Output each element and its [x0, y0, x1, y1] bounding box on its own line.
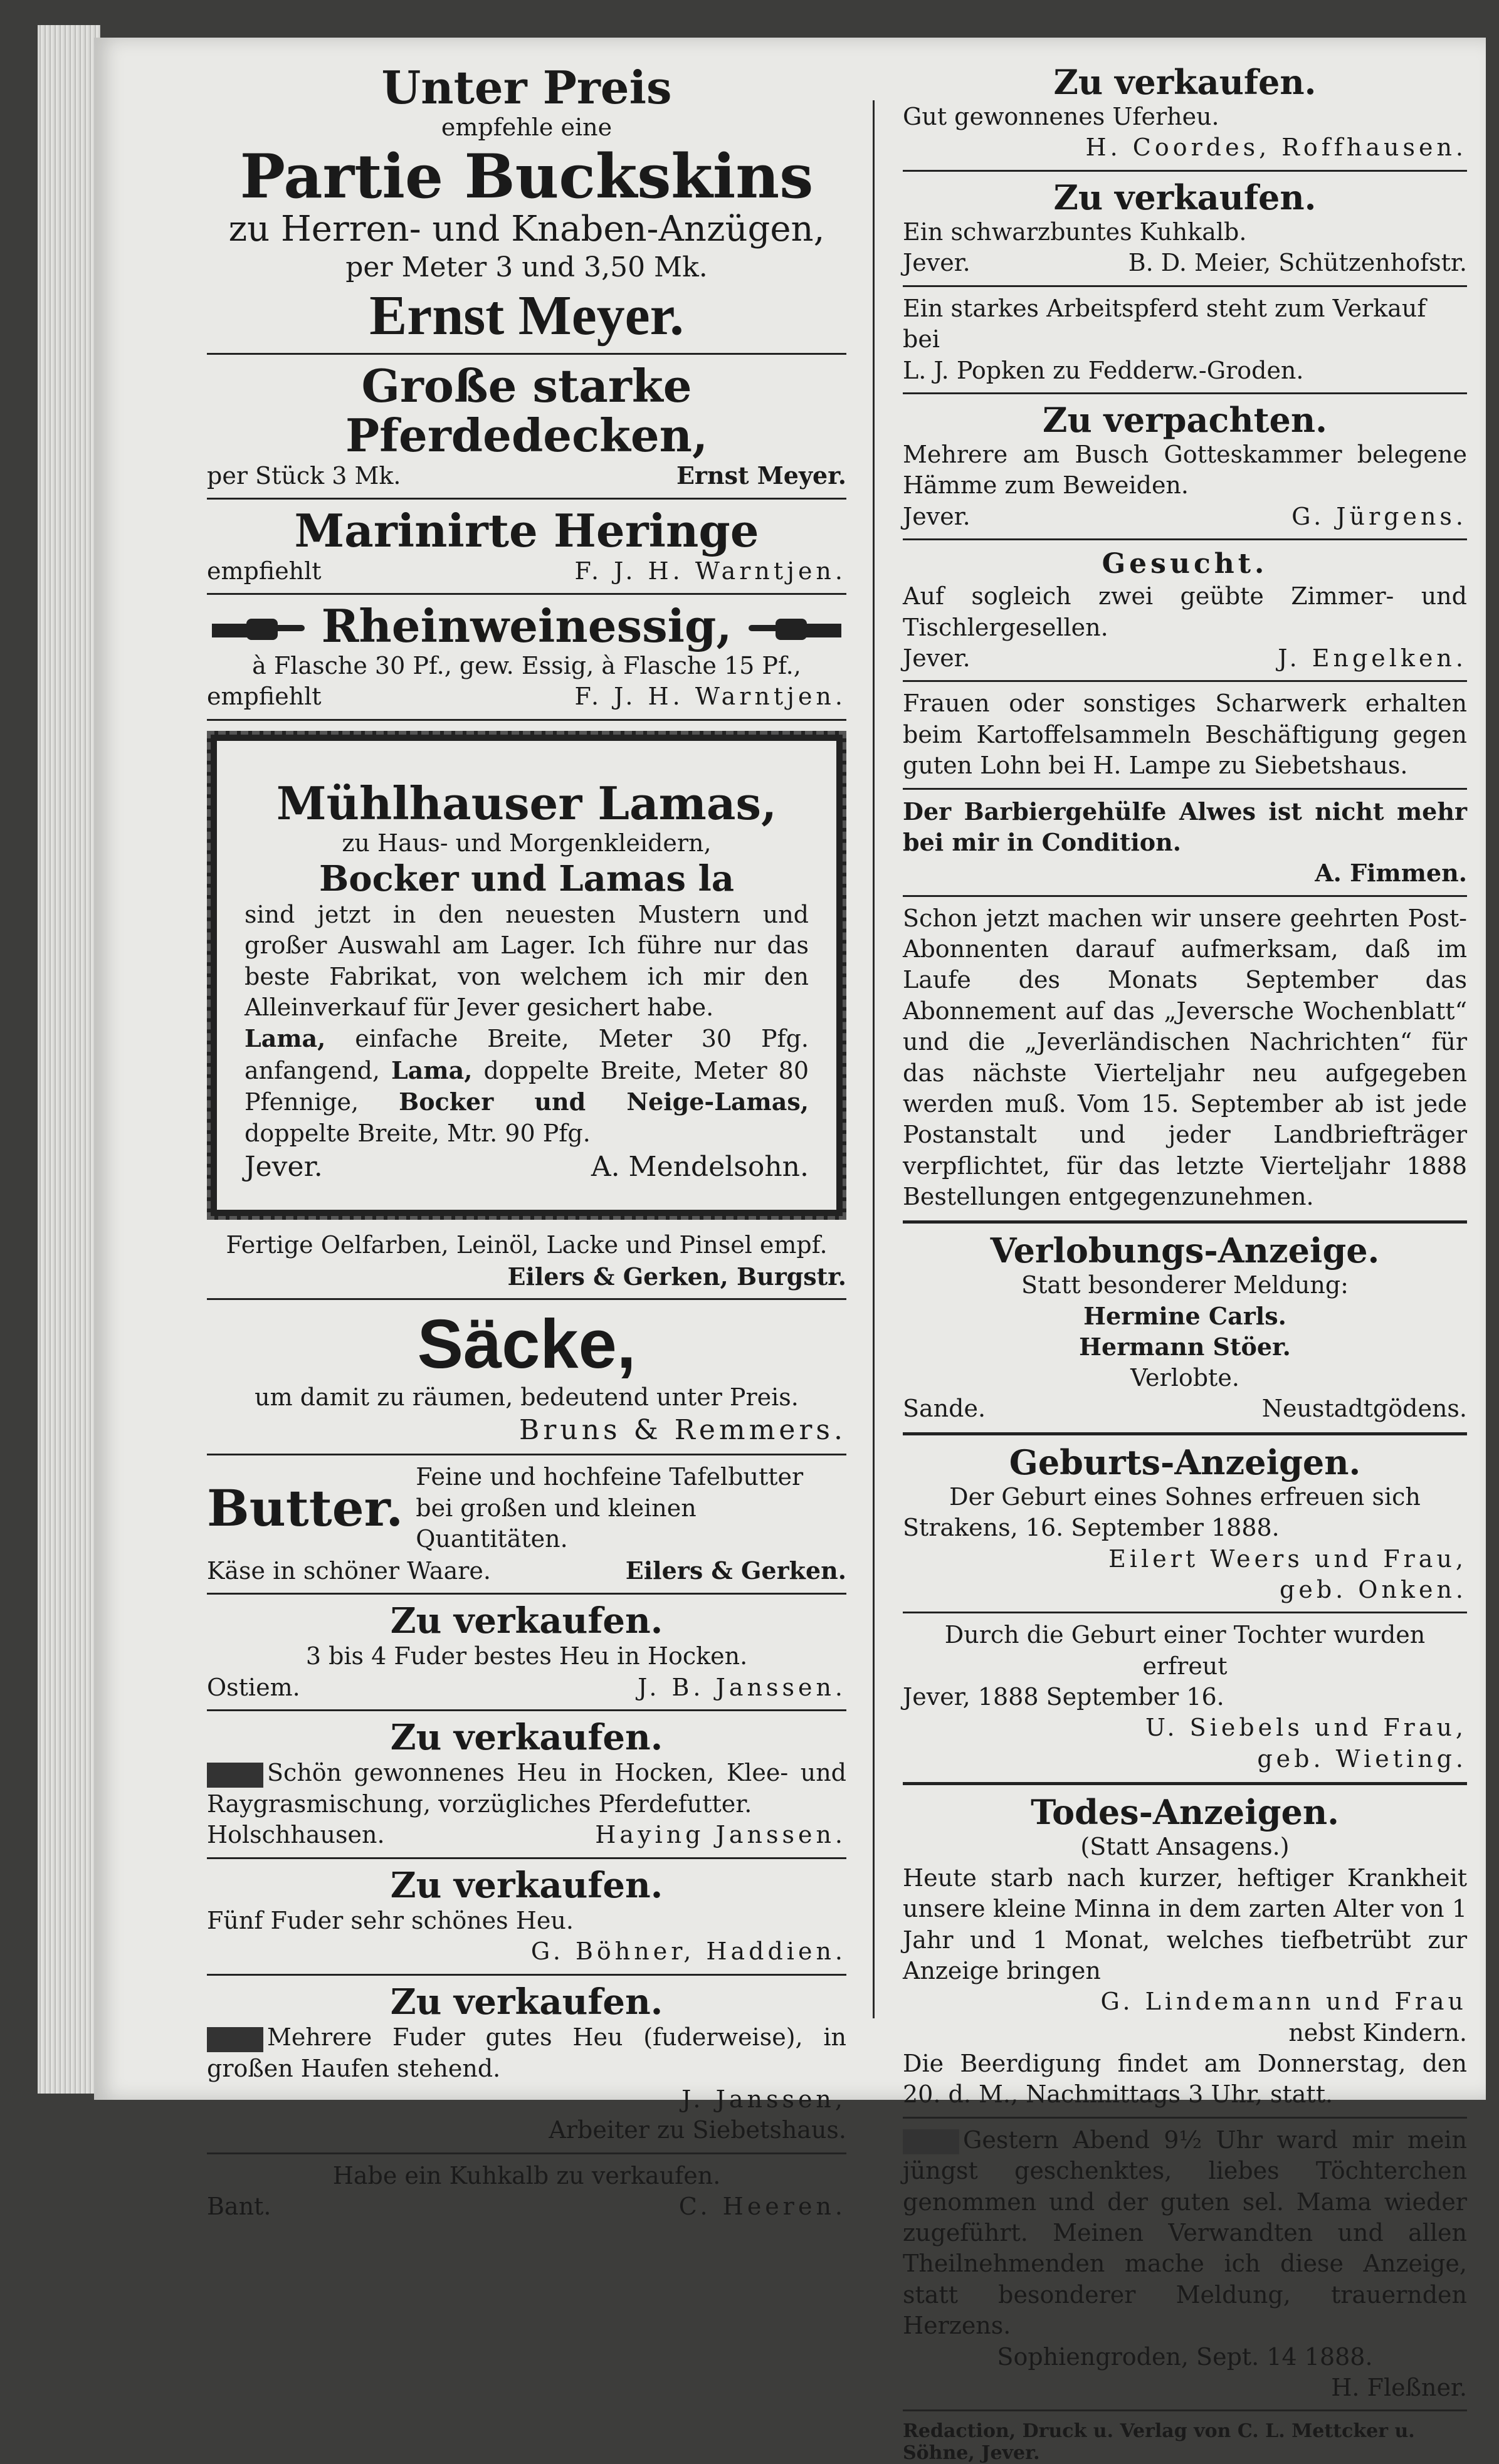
ad-r3 — [903, 293, 1467, 386]
ad-vendor: Haying Janssen. — [595, 1821, 846, 1849]
ad-vendor: H. Fleßner. — [1331, 2374, 1467, 2401]
ad-title: Zu verkaufen. — [1053, 177, 1317, 218]
ad-vendor: J. B. Janssen. — [638, 1673, 846, 1701]
ad-name: G. Lindemann und Frau — [1100, 1988, 1467, 2016]
right-column — [903, 63, 1467, 2464]
ad-line: Jever, 1888 September 16. — [903, 1683, 1224, 1711]
divider — [903, 788, 1467, 790]
divider — [207, 1454, 846, 1455]
divider — [903, 1612, 1467, 1613]
ad-line: Die Beerdigung findet am Donnerstag, den 20. d. M., Nachmittags 3 Uhr, statt. — [903, 2050, 1467, 2109]
ad-vendor: A. Fimmen. — [1315, 859, 1467, 888]
ad-line: Gestern Abend 9½ Uhr ward mir mein jüngst geschenktes, liebes Töchterchen genommen und der guten sel. Mama wieder zugeführt. Meinen Verwandten und allen Theilnehmenden mache ich diese Anzeige, statt besonderer Meldung, trauernden Herzens. — [903, 2126, 1467, 2340]
ad-line: à Flasche 30 Pf., gew. Essig, à Flasche 15 Pf., — [252, 652, 801, 680]
ad-vendor: Ernst Meyer. — [369, 284, 684, 347]
ad-r13 — [903, 2125, 1467, 2404]
ad-left: empfiehlt — [207, 557, 322, 585]
ad-title: Gesucht. — [1102, 548, 1268, 580]
ad-left: empfiehlt — [207, 683, 322, 711]
divider — [207, 2152, 846, 2154]
ad-place: Jever. — [903, 502, 970, 530]
ad-title2: Bocker und Lamas la — [318, 858, 735, 900]
page-stack-edge — [38, 25, 100, 2094]
ad-verkaufen-1 — [207, 1601, 846, 1703]
ad-heringe — [207, 506, 846, 587]
ad-name: U. Siebels und Frau, — [1145, 1714, 1467, 1742]
ad-r7 — [903, 796, 1467, 889]
ad-vendor: L. J. Popken zu Fedderw.-Groden. — [903, 356, 1304, 384]
divider — [903, 170, 1467, 172]
ad-r8: Schon jetzt machen wir unsere geehrten Post-Abonnenten darauf aufmerksam, daß im Laufe des Monats September das Abonnement auf das „Jeversche Wochenblatt“ und die „Jeverländischen Nachrichten“ für das nächste Vierteljahr neu aufgegeben werden muß. Vom 15. September ab ist jede Postanstalt und jeder Landbriefträger verpflichtet, für das letzte Vierteljahr 1888 Bestellungen entgegenzunehmen. — [903, 904, 1467, 1211]
ad-lamas-frame — [207, 731, 846, 1220]
ad-title: Todes-Anzeigen. — [1031, 1792, 1339, 1833]
ad-title: Zu verpachten. — [1043, 399, 1327, 440]
column-divider — [873, 100, 875, 2018]
ad-name: geb. Wieting. — [1257, 1744, 1467, 1773]
ad-price: per Stück 3 Mk. — [207, 461, 401, 490]
divider — [207, 1857, 846, 1859]
ad-line: Sophiengroden, Sept. 14 1888. — [997, 2342, 1373, 2371]
divider — [903, 895, 1467, 897]
ad-line: Statt besonderer Meldung: — [1021, 1271, 1349, 1299]
ad-line: 3 bis 4 Fuder bestes Heu in Hocken. — [305, 1642, 748, 1670]
ad-body: sind jetzt in den neuesten Mustern und großer Auswahl am Lager. Ich führe nur das beste Fabrikat, von welchem ich mir den Alleinverkauf für Jever gesichert habe. — [245, 900, 809, 1022]
divider — [207, 1593, 846, 1595]
ad-title: Rheinweinessig, — [321, 599, 732, 653]
ad-line: Mehrere Fuder gutes Heu (fuderweise), in großen Haufen stehend. — [207, 2023, 846, 2082]
ad-title: Große starke Pferdedecken, — [345, 359, 708, 462]
ad-verkaufen-2 — [207, 1717, 846, 1851]
ad-title: Zu verkaufen. — [1053, 62, 1317, 102]
ad-title: Butter. — [207, 1479, 404, 1538]
ad-essig — [207, 601, 846, 713]
ad-line: Der Barbiergehülfe Alwes ist nicht mehr bei mir in Condition. — [903, 797, 1467, 856]
ad-line: Mehrere am Busch Gotteskammer belegene Hämme zum Beweiden. — [903, 441, 1467, 500]
ad-line: Durch die Geburt einer Tochter wurden erfreut — [944, 1621, 1426, 1680]
divider — [207, 353, 846, 355]
divider — [207, 593, 846, 595]
ad-pferdedecken — [207, 361, 846, 492]
ad-verlobung — [903, 1231, 1467, 1425]
ad-name: nebst Kindern. — [1288, 2018, 1467, 2047]
ad-line: Strakens, 16. September 1888. — [903, 1514, 1280, 1542]
ad-prices: Lama, einfache Breite, Meter 30 Pfg. anfangend, Lama, doppelte Breite, Meter 80 Pfennige, Bocker und Neige-Lamas, doppelte Breite, Mtr. 90 Pfg. — [245, 1024, 809, 1147]
ad-verkaufen-4 — [207, 1982, 846, 2146]
ad-r4 — [903, 401, 1467, 532]
ad-sub: (Statt Ansagens.) — [1080, 1833, 1290, 1861]
ad-title: Verlobungs-Anzeige. — [990, 1230, 1380, 1271]
pointing-hand-icon — [207, 2027, 263, 2052]
ad-line: Fünf Fuder sehr schönes Heu. — [207, 1907, 574, 1935]
ad-vendor: J. Janssen, — [681, 2085, 846, 2113]
ad-line: Fertige Oelfarben, Leinöl, Lacke und Pinsel empf. — [226, 1231, 828, 1259]
ad-r2 — [903, 178, 1467, 279]
ad-line: Auf sogleich zwei geübte Zimmer- und Tischlergesellen. — [903, 582, 1467, 641]
ad-place: Jever. — [903, 249, 970, 277]
ad-place: Sande. — [903, 1395, 986, 1423]
ad-title: Zu verkaufen. — [390, 1600, 663, 1642]
ad-title: Geburts-Anzeigen. — [1009, 1442, 1361, 1482]
ad-oelfarben — [207, 1230, 846, 1292]
ad-buckskins — [207, 63, 846, 347]
ad-title: Zu verkaufen. — [390, 1717, 663, 1759]
ad-line: Ein schwarzbuntes Kuhkalb. — [903, 218, 1247, 246]
ad-line: Käse in schöner Waare. — [207, 1556, 491, 1585]
ad-line: empfehle eine — [441, 113, 613, 142]
ad-vendor-sub: Arbeiter zu Siebetshaus. — [549, 2116, 846, 2144]
ad-line: Heute starb nach kurzer, heftiger Krankheit unsere kleine Minna in dem zarten Alter von 1 Jahr und 1 Monat, welches tiefbetrübt zur Anzeige bringen — [903, 1864, 1467, 1984]
ad-vendor: J. Engelken. — [1278, 644, 1467, 672]
pointing-hand-left-icon — [747, 611, 841, 649]
divider — [903, 285, 1467, 287]
divider — [207, 498, 846, 500]
divider — [207, 1298, 846, 1300]
divider — [903, 1782, 1467, 1785]
ad-geburt — [903, 1443, 1467, 1606]
ad-title: Zu verkaufen. — [390, 1864, 663, 1906]
ad-name: Eilert Weers und Frau, — [1108, 1544, 1467, 1573]
ad-kuhkalb — [207, 2161, 846, 2223]
divider — [903, 1432, 1467, 1435]
ad-saecke — [207, 1306, 846, 1447]
ad-title: Partie Buckskins — [239, 140, 814, 212]
ad-line: Ein starkes Arbeitspferd steht zum Verkauf bei — [903, 294, 1426, 354]
ad-vendor: Eilers & Gerken. — [625, 1556, 846, 1585]
ad-line: Feine und hochfeine Tafelbutter — [416, 1463, 804, 1491]
ad-line: Gut gewonnenes Uferheu. — [903, 103, 1219, 131]
ad-title: Marinirte Heringe — [294, 504, 759, 558]
ad-vendor: G. Böhner, Haddien. — [530, 1937, 846, 1966]
ad-line: Der Geburt eines Sohnes erfreuen sich — [949, 1482, 1421, 1511]
ad-r1 — [903, 63, 1467, 164]
ad-name: Hermann Stöer. — [1079, 1333, 1291, 1361]
divider — [207, 1709, 846, 1711]
ad-name: Hermine Carls. — [1083, 1302, 1286, 1331]
ad-place: Jever. — [903, 644, 970, 672]
ad-vendor: C. Heeren. — [678, 2193, 846, 2221]
ad-line: bei großen und kleinen Quantitäten. — [416, 1494, 697, 1553]
ad-verkaufen-3 — [207, 1865, 846, 1968]
ad-vendor: H. Coordes, Roffhausen. — [1085, 134, 1467, 162]
divider — [903, 1220, 1467, 1224]
pointing-hand-icon — [207, 1763, 263, 1788]
ad-place: Ostiem. — [207, 1673, 300, 1701]
divider — [207, 1974, 846, 1976]
divider — [207, 719, 846, 721]
ad-place: Bant. — [207, 2193, 271, 2221]
ad-vendor: B. D. Meier, Schützenhofstr. — [1128, 249, 1467, 277]
pointing-hand-right-icon — [212, 611, 306, 649]
ad-title: Mühlhauser Lamas, — [276, 776, 777, 830]
ad-place: Holschhausen. — [207, 1821, 385, 1849]
ad-line: Verlobte. — [1130, 1363, 1239, 1392]
ad-vendor: Bruns & Remmers. — [518, 1414, 846, 1447]
ad-title: Zu verkaufen. — [390, 1981, 663, 2023]
left-column — [207, 63, 846, 2223]
ad-line: Habe ein Kuhkalb zu verkaufen. — [332, 2161, 721, 2189]
ad-vendor: G. Jürgens. — [1291, 502, 1467, 530]
ad-line: um damit zu räumen, bedeutend unter Preis. — [255, 1383, 799, 1411]
pointing-hand-icon — [903, 2129, 959, 2154]
ad-headline: Unter Preis — [381, 61, 672, 114]
ad-name: geb. Onken. — [1280, 1575, 1467, 1603]
divider — [903, 2117, 1467, 2119]
ad-vendor: Ernst Meyer. — [676, 461, 846, 490]
ad-vendor: F. J. H. Warntjen. — [574, 557, 846, 585]
ad-vendor: F. J. H. Warntjen. — [574, 683, 846, 711]
ad-todes — [903, 1793, 1467, 2110]
ad-title: Säcke, — [417, 1305, 636, 1383]
divider — [903, 680, 1467, 682]
ad-butter — [207, 1462, 846, 1586]
ad-geburt-2 — [903, 1620, 1467, 1775]
divider — [903, 538, 1467, 540]
ad-line: per Meter 3 und 3,50 Mk. — [345, 251, 708, 283]
divider — [903, 392, 1467, 394]
ad-line: zu Herren- und Knaben-Anzügen, — [228, 209, 825, 250]
ad-place: Neustadtgödens. — [1261, 1395, 1467, 1423]
ad-vendor: Eilers & Gerken, Burgstr. — [507, 1262, 846, 1291]
divider — [903, 2409, 1467, 2411]
ad-sub: zu Haus- und Morgenkleidern, — [342, 829, 712, 857]
ad-r6: Frauen oder sonstiges Scharwerk erhalten beim Kartoffelsammeln Beschäftigung gegen guten Lohn bei H. Lampe zu Siebetshaus. — [903, 689, 1467, 780]
ad-vendor: A. Mendelsohn. — [591, 1150, 809, 1183]
imprint: Redaction, Druck u. Verlag von C. L. Mettcker u. Söhne, Jever. — [903, 2420, 1415, 2464]
ad-r5 — [903, 547, 1467, 674]
ad-line: Schön gewonnenes Heu in Hocken, Klee- und Raygrasmischung, vorzügliches Pferdefutter. — [207, 1759, 846, 1818]
ad-place: Jever. — [245, 1150, 323, 1183]
